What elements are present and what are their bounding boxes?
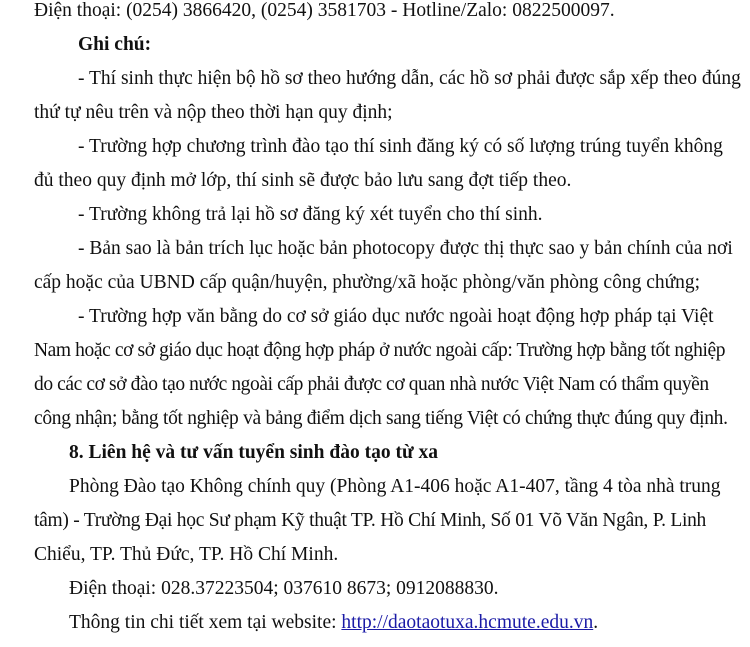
website-label: Thông tin chi tiết xem tại website: bbox=[69, 612, 342, 633]
note-4-line-1: - Bản sao là bản trích lục hoặc bản photocopy được thị thực sao y bản chính của nơi bbox=[78, 238, 733, 259]
address-line-2: tâm) - Trường Đại học Sư phạm Kỹ thuật TP. Hồ Chí Minh, Số 01 Võ Văn Ngân, P. Linh bbox=[34, 510, 706, 531]
note-5-line-4: công nhận; bằng tốt nghiệp và bảng điểm dịch sang tiếng Việt có chứng thực đúng quy định. bbox=[34, 408, 728, 429]
section-8-heading: 8. Liên hệ và tư vấn tuyển sinh đào tạo từ xa bbox=[69, 442, 439, 463]
note-5-line-3: do các cơ sở đào tạo nước ngoài cấp phải được cơ quan nhà nước Việt Nam có thẩm quyền bbox=[34, 374, 709, 395]
note-5-line-2: Nam hoặc cơ sở giáo dục hoạt động hợp pháp ở nước ngoài cấp: Trường hợp bằng tốt nghiệp bbox=[34, 340, 726, 361]
phone-line: Điện thoại: 028.37223504; 037610 8673; 0912088830. bbox=[69, 578, 499, 599]
note-4-line-2: cấp hoặc của UBND cấp quận/huyện, phường/xã hoặc phòng/văn phòng công chứng; bbox=[34, 272, 701, 293]
note-5-line-1: - Trường hợp văn bằng do cơ sở giáo dục nước ngoài hoạt động hợp pháp tại Việt bbox=[78, 306, 714, 327]
address-line-3: Chiểu, TP. Thủ Đức, TP. Hồ Chí Minh. bbox=[34, 544, 339, 565]
note-1-line-1: - Thí sinh thực hiện bộ hồ sơ theo hướng dẫn, các hồ sơ phải được sắp xếp theo đúng bbox=[78, 68, 741, 89]
website-link[interactable]: http://daotaotuxa.hcmute.edu.vn bbox=[341, 612, 594, 633]
website-line bbox=[69, 611, 598, 635]
note-3-line-1: - Trường không trả lại hồ sơ đăng ký xét tuyển cho thí sinh. bbox=[78, 204, 543, 225]
note-2-line-2: đủ theo quy định mở lớp, thí sinh sẽ được bảo lưu sang đợt tiếp theo. bbox=[34, 170, 572, 191]
note-1-line-2: thứ tự nêu trên và nộp theo thời hạn quy định; bbox=[34, 102, 393, 123]
website-end: . bbox=[593, 612, 599, 633]
notes-heading: Ghi chú: bbox=[78, 34, 152, 55]
note-2-line-1: - Trường hợp chương trình đào tạo thí sinh đăng ký có số lượng trúng tuyển không bbox=[78, 136, 723, 157]
address-line-1: Phòng Đào tạo Không chính quy (Phòng A1-406 hoặc A1-407, tầng 4 tòa nhà trung bbox=[69, 476, 721, 497]
top-contact-line: Điện thoại: (0254) 3866420, (0254) 3581703 - Hotline/Zalo: 0822500097. bbox=[34, 0, 615, 21]
